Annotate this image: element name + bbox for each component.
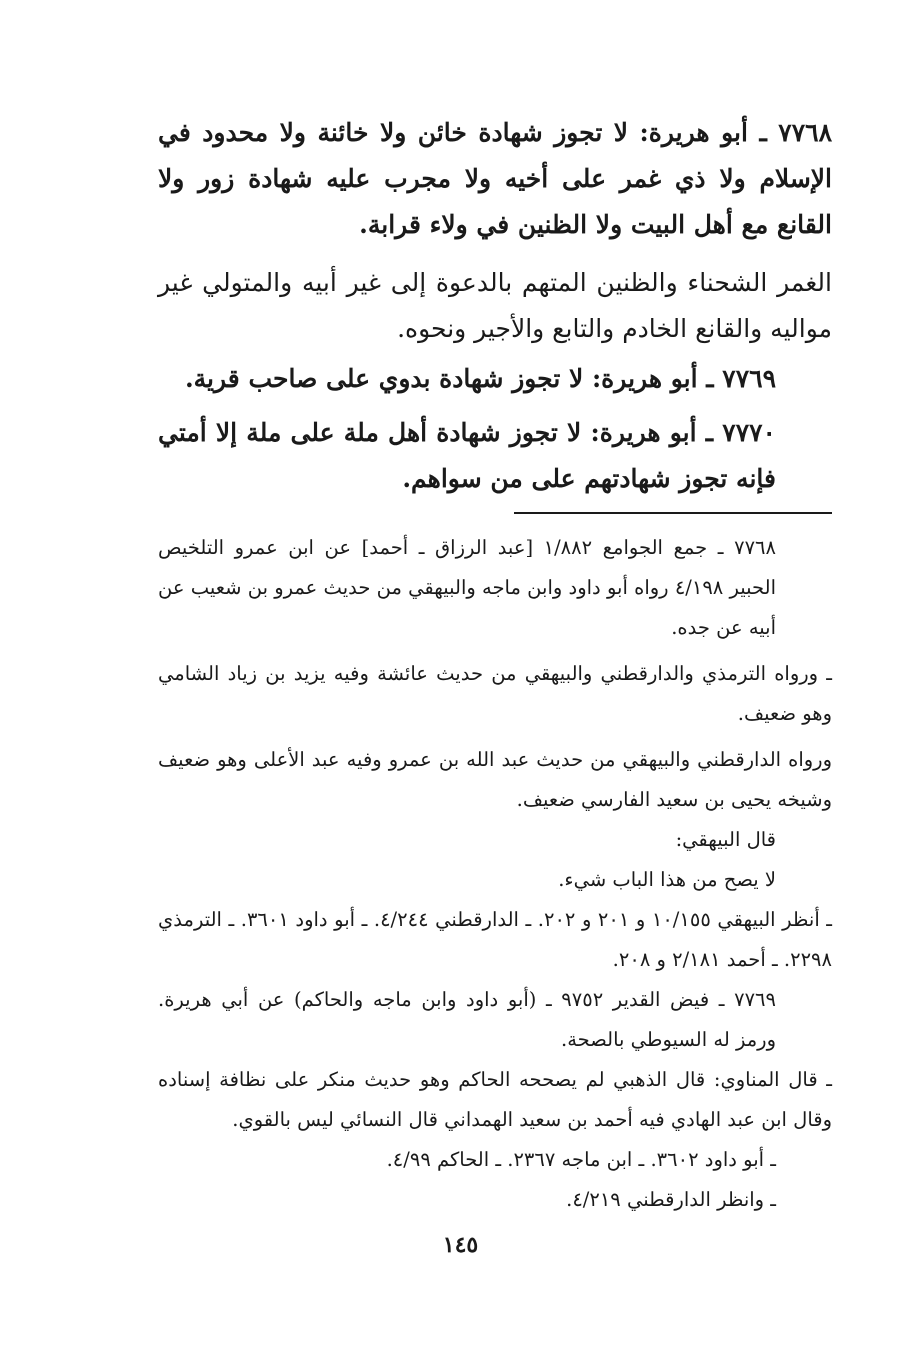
footnote-7768 — [158, 528, 832, 648]
hadith-7768 — [158, 110, 832, 248]
hadith-number: ٧٧٧٠ ـ — [705, 418, 776, 447]
footnote-number: ٧٧٦٩ ـ — [718, 988, 776, 1011]
footnote-paragraph: ـ أنظر البيهقي ١٠/١٥٥ و ٢٠١ و ٢٠٢. ـ الدارقطني ٤/٢٤٤. ـ أبو داود ٣٦٠١. ـ الترمذي ٢٢٩٨. ـ أحمد ٢/١٨١ و ٢٠٨. — [158, 908, 832, 971]
hadith-number: ٧٧٦٨ ـ — [759, 118, 832, 147]
footnote-paragraph: ورواه الدارقطني والبيهقي من حديث عبد الله بن عمرو وفيه عبد الأعلى وهو ضعيف وشيخه يحيى بن سعيد الفارسي ضعيف. — [158, 748, 832, 811]
hadith-number: ٧٧٦٩ ـ — [706, 364, 776, 393]
hadith-7770 — [158, 410, 832, 502]
hadith-text: أبو هريرة: لا تجوز شهادة أهل ملة على ملة إلا أمتي فإنه تجوز شهادتهم على من سواهم. — [158, 418, 776, 493]
page-number: ١٤٥ — [442, 1232, 479, 1258]
hadith-text: أبو هريرة: لا تجوز شهادة خائن ولا خائنة ولا محدود في الإسلام ولا ذي غمر على أخيه ولا مجرب عليه شهادة زور ولا القانع مع أهل البيت ولا الظنين في ولاء قرابة. — [158, 118, 832, 239]
footnote-paragraph: لا يصح من هذا الباب شيء. — [558, 868, 776, 891]
footnote-text: جمع الجوامع ١/٨٨٢ [عبد الرزاق ـ أحمد] عن ابن عمرو التلخيص الحبير ٤/١٩٨ رواه أبو داود وابن ماجه والبيهقي من حديث عمرو بن شعيب عن أبيه عن جده. — [158, 536, 776, 639]
main-text — [158, 110, 832, 502]
footnote-7769 — [158, 980, 832, 1060]
hadith-7769 — [158, 356, 832, 402]
footnote-divider — [514, 512, 832, 514]
hadith-text: أبو هريرة: لا تجوز شهادة بدوي على صاحب قرية. — [184, 364, 698, 393]
footnote-paragraph: ـ ورواه الترمذي والدارقطني والبيهقي من حديث عائشة وفيه يزيد بن زياد الشامي وهو ضعيف. — [158, 662, 832, 725]
footnote-paragraph: ـ أبو داود ٣٦٠٢. ـ ابن ماجه ٢٣٦٧. ـ الحاكم ٤/٩٩. — [386, 1148, 776, 1171]
footnote-text: فيض القدير ٩٧٥٢ ـ (أبو داود وابن ماجه والحاكم) عن أبي هريرة. ورمز له السيوطي بالصحة. — [158, 988, 776, 1051]
footnote-paragraph: قال البيهقي: — [675, 828, 776, 851]
footnote-number: ٧٧٦٨ ـ — [717, 536, 776, 559]
footnotes — [158, 528, 832, 1220]
gloss-paragraph: الغمر الشحناء والظنين المتهم بالدعوة إلى غير أبيه والمتولي غير مواليه والقانع الخادم والتابع والأجير ونحوه. — [158, 268, 832, 343]
footnote-paragraph: ـ وانظر الدارقطني ٤/٢١٩. — [566, 1188, 776, 1211]
footnote-paragraph: ـ قال المناوي: قال الذهبي لم يصححه الحاكم وهو حديث منكر على نظافة إسناده وقال ابن عبد الهادي فيه أحمد بن سعيد الهمداني قال النسائي ليس بالقوي. — [158, 1068, 832, 1131]
